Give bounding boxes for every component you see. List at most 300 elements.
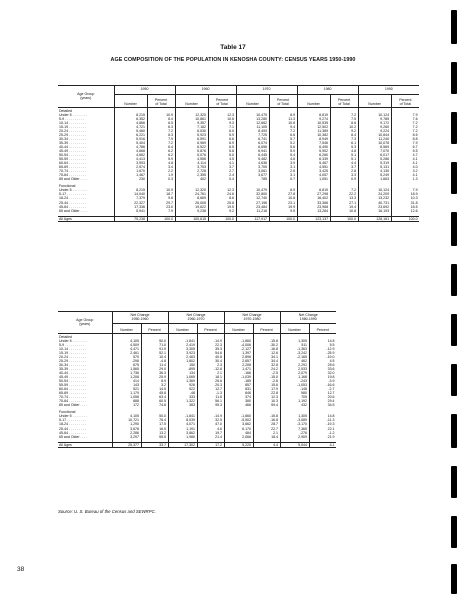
age-group-label: 45-49 . . . . . . . . . [58,149,114,153]
age-group-label: 65 and Older . . . . [58,209,114,213]
data-cell: -14.9 [197,414,224,418]
data-cell: 35.3 [197,347,224,351]
data-cell: 10.9 [147,188,175,192]
data-cell: 32.5 [197,418,224,422]
data-cell: 2.1 [253,431,280,435]
data-cell: -30.2 [253,343,280,347]
data-cell: 6,074 [236,141,269,145]
data-cell: 5,319 [358,161,391,165]
data-cell: 6,170 [224,427,253,431]
data-cell: 8.3 [147,133,175,137]
data-cell: -1,039 [224,375,253,379]
age-group-label: 60-64 . . . . . . . . . [58,161,114,165]
data-cell: 76.4 [141,418,168,422]
age-group-label: 5-17 . . . . . . . . . . [58,192,114,196]
data-cell: 25.6 [327,362,335,367]
number-subheader: Number [114,95,147,108]
data-cell: 9.4 [269,125,297,129]
total-label: All Ages [58,442,112,447]
data-cell: 374 [224,395,253,399]
data-cell: 5.9 [269,149,297,153]
total-cell: 100.0 [208,216,236,221]
year-header-1970: 1970 [236,86,297,95]
data-cell: 2.7 [208,169,236,173]
data-cell: 6,260 [297,153,330,157]
age-group-label: 50-54 . . . . . . . . . [58,153,114,157]
data-cell: 7.2 [330,188,358,192]
number-subheader: Number [168,324,197,334]
data-cell: 333 [168,395,197,399]
data-cell: 18.1 [197,375,224,379]
table-title: AGE COMPOSITION OF THE POPULATION IN KENOSHA COUNTY: CENSUS YEARS 1950-1990 [110,57,356,63]
age-group-label: 15-19 . . . . . . . . . [58,351,112,355]
data-cell: 3.2 [412,169,418,174]
data-cell: 846 [224,391,253,395]
period-header-1970-1980 [224,312,280,324]
data-cell: 6.9 [208,141,236,145]
percent-subheader: Percent of Total [269,95,297,108]
percent-subheader: Percent of Total [208,95,236,108]
data-cell: 5,249 [358,173,391,177]
data-cell: 54.6 [197,351,224,355]
total-cell: 100.0 [269,216,297,221]
data-cell: 7.9 [412,188,418,193]
data-cell: 6.6 [208,137,236,141]
data-cell: 12.7 [197,387,224,391]
total-cell: 117,917 [236,216,269,221]
data-cell: 24.6 [208,192,236,196]
data-cell: 675 [112,363,141,367]
data-cell: 19,622 [175,205,208,209]
age-group-label: 18-24 . . . . . . . . . [58,196,114,200]
data-cell: 28.7 [253,422,280,426]
thumb-tab-11 [451,516,457,548]
data-cell: 3,425 [297,169,330,173]
data-cell: 17,336 [114,205,147,209]
age-group-label: 75-84 . . . . . . . . . [58,399,112,403]
data-cell: 4,130 [358,169,391,173]
data-cell: 2.3 [197,363,224,367]
data-cell: 2,079 [280,371,309,375]
age-group-label: 5-9 . . . . . . . . . . [58,117,114,121]
data-cell: -48 [168,391,197,395]
data-cell: 10,479 [236,113,269,117]
data-cell: 8,819 [297,188,330,192]
data-cell: 6,591 [175,137,208,141]
data-cell: 12.3 [253,395,280,399]
page-number: 38 [17,566,25,573]
data-cell: 22,327 [114,201,147,205]
number-subheader: Number [297,95,330,108]
data-cell: -1,841 [168,414,197,418]
data-cell: 10,124 [358,113,391,117]
data-cell: 4,551 [297,165,330,169]
age-group-label: 25-44 . . . . . . . . . [58,427,112,431]
data-cell: 20.3 [197,383,224,387]
data-cell: 383 [168,403,197,407]
data-cell: 22.8 [253,391,280,395]
data-cell: -5,502 [224,418,253,422]
data-cell: 7,182 [175,125,208,129]
source-note: Source: U. S. Bureau of the Census and SEWRPC. [58,509,156,514]
year-header-1950: 1950 [114,86,175,95]
data-cell: 6,656 [236,145,269,149]
data-cell: 95.3 [197,403,224,407]
data-cell: 10,382 [297,133,330,137]
data-cell: 926 [168,383,197,387]
data-cell: 22.1 [327,426,335,431]
data-cell: 10.3 [410,196,418,201]
data-cell: 1,168 [280,375,309,379]
data-cell: 1,565 [112,367,141,371]
age-group-label: 30-34 . . . . . . . . . [58,137,114,141]
age-group-label: 70-74 . . . . . . . . . [58,169,114,173]
data-cell: 7.9 [412,140,418,145]
data-cell: 3,678 [112,427,141,431]
data-cell: 19.9 [269,205,297,209]
data-cell: 5,923 [175,133,208,137]
data-cell: 74.8 [141,403,168,407]
percent-subheader: Percent [141,324,168,334]
data-cell: 6.4 [147,145,175,149]
total-cell: 17.2 [197,442,224,447]
data-cell: 5,076 [175,153,208,157]
data-cell: 91.9 [141,347,168,351]
data-cell: 3.1 [269,173,297,177]
data-cell: 31.8 [410,200,418,205]
data-cell: 10.9 [147,113,175,117]
number-subheader: Number [112,324,141,334]
data-cell: 23,692 [358,205,391,209]
data-cell: -3,242 [280,351,309,355]
data-cell: 4,668 [114,149,147,153]
age-group-label: 65-69 . . . . . . . . . [58,391,112,395]
data-cell: 1,058 [112,395,141,399]
data-cell: 6,941 [236,149,269,153]
age-group-label: 85 and Older . . . . [58,177,114,181]
data-cell: 56.1 [197,399,224,403]
data-cell: 12,320 [175,113,208,117]
data-cell: 21.9 [327,434,335,439]
data-cell: 3.2 [141,383,168,387]
age-group-header-text: Age Group (years) [77,91,95,100]
data-cell: -15.8 [253,339,280,343]
data-cell: 5.7 [269,137,297,141]
data-cell: 8.6 [330,121,358,125]
data-cell: 6.1 [330,141,358,145]
age-group-label: 18-24 . . . . . . . . . [58,422,112,426]
data-cell: 7.2 [147,129,175,133]
data-cell: -1,363 [280,347,309,351]
data-cell: -16.8 [253,347,280,351]
data-cell: 2,657 [224,359,253,363]
data-cell: 3.4 [147,165,175,169]
data-cell: 6.5 [147,121,175,125]
data-cell: -276 [280,431,309,435]
data-cell: -166 [224,371,253,375]
data-cell: 857 [224,383,253,387]
percent-subheader: Percent [309,324,336,334]
data-cell: 2,909 [280,435,309,439]
data-cell: 1,663 [358,177,391,181]
data-cell: 25.9 [141,375,168,379]
data-cell: 5,286 [358,157,391,161]
data-cell: 5.3 [330,145,358,149]
data-cell: 7.3 [330,137,358,141]
data-cell: 1,802 [168,359,197,363]
number-subheader: Number [358,95,391,108]
data-cell: 14.5 [141,387,168,391]
data-cell: 4.1 [412,161,418,166]
data-cell: 511 [280,343,309,347]
data-cell: 1,471 [224,367,253,371]
period-header-text: Net Change 1980-1990 [298,312,318,321]
data-cell: 24,209 [358,192,391,196]
data-cell: 10,078 [358,141,391,145]
data-cell: 24,761 [175,192,208,196]
data-cell: 8,215 [114,113,147,117]
data-cell: 32,800 [236,192,269,196]
data-cell: 1.3 [412,177,418,182]
data-cell: 4,866 [114,121,147,125]
data-cell: 785 [236,177,269,181]
data-cell: 10,844 [358,133,391,137]
data-cell: 0.4 [208,177,236,181]
data-cell: 1,208 [112,375,141,379]
total-cell: 25,377 [112,442,141,447]
data-cell: 4.5 [329,358,335,363]
data-cell: 12,740 [236,196,269,200]
data-cell: 30.4 [197,359,224,363]
data-cell: 2.2 [147,169,175,173]
total-cell: 75,238 [114,216,147,221]
data-cell: 5,482 [236,157,269,161]
thumb-tab-9 [451,414,457,448]
data-cell: -243 [280,379,309,383]
age-group-label: 50-54 . . . . . . . . . [58,379,112,383]
age-group-header-text: Age Group (years) [76,317,94,326]
section-title: Functional [58,410,112,414]
data-cell: 2.4 [208,173,236,177]
data-cell: 2.6 [269,169,297,173]
age-group-label: 75-84 . . . . . . . . . [58,173,114,177]
data-cell: -19.0 [326,354,335,359]
age-group-label: 85 and Older . . . . [58,403,112,407]
data-cell: 26,005 [175,201,208,205]
data-cell: 6.7 [412,144,418,149]
data-cell: 2,355 [175,173,208,177]
age-group-label: 5-17 . . . . . . . . . . [58,418,112,422]
data-cell: 9,357 [175,121,208,125]
data-cell: 1,191 [168,427,197,431]
data-cell: -16.6 [326,383,335,388]
data-cell: 4,721 [114,125,147,129]
data-cell: 5.9 [147,157,175,161]
data-cell: 24.2 [253,367,280,371]
data-cell: 12,320 [175,188,208,192]
data-cell: -16.8 [253,418,280,422]
data-cell: 4,471 [112,347,141,351]
data-cell: 26.6 [197,379,224,383]
data-cell: 8,039 [168,418,197,422]
age-group-label: Under 5 . . . . . . . . [58,414,112,418]
data-cell: 7.9 [412,112,418,117]
data-cell: 7.1 [208,125,236,129]
data-cell: 8.8 [412,136,418,141]
data-cell: 5,941 [114,209,147,213]
data-cell: 3,862 [168,431,197,435]
data-cell: 5.9 [208,133,236,137]
data-cell: 23.0 [147,205,175,209]
data-cell: 6,969 [175,141,208,145]
data-cell: 9,260 [358,125,391,129]
total-label: All Ages [58,216,114,221]
age-group-label: 45-64 . . . . . . . . . [58,205,114,209]
data-cell: 15.6 [253,383,280,387]
data-cell: 3,305 [168,347,197,351]
data-cell: 11.4 [141,363,168,367]
data-cell: 3.9 [269,161,297,165]
age-group-label: 45-49 . . . . . . . . . [58,375,112,379]
data-cell: -2.5 [253,371,280,375]
data-cell: 7.2 [269,129,297,133]
data-cell: -2,165 [280,355,309,359]
data-cell: 5.5 [329,342,335,347]
data-cell: 12,662 [236,121,269,125]
thumb-tab-5 [451,212,457,246]
data-cell: 6,522 [175,145,208,149]
data-cell: 1,736 [112,371,141,375]
data-cell: 10.8 [269,196,297,200]
data-cell: 27,196 [236,201,269,205]
data-cell: -148 [280,387,309,391]
data-cell: 18.4 [253,435,280,439]
thumb-tab-4 [451,162,457,194]
thumb-tab-1 [451,10,457,44]
age-group-label: 55-59 . . . . . . . . . [58,157,114,161]
total-cell: 5,220 [224,442,253,447]
data-cell: -4.8 [141,359,168,363]
age-group-label: Under 5 . . . . . . . . [58,113,114,117]
data-cell: 143 [112,383,141,387]
data-cell: 0.9 [330,177,358,181]
data-cell: 13,284 [297,209,330,213]
data-cell: 4.4 [330,161,358,165]
data-cell: 5,131 [358,165,391,169]
data-cell: 0.3 [147,177,175,181]
data-cell: 10.8 [330,209,358,213]
data-cell: 21.4 [197,435,224,439]
age-group-label: Under 5 . . . . . . . . [58,188,114,192]
data-cell: 6.2 [147,153,175,157]
data-cell: 6,221 [114,133,147,137]
data-cell: 36.3 [141,371,168,375]
data-cell: -298 [112,359,141,363]
data-cell: 11.8 [197,395,224,399]
data-cell: 3,297 [112,435,141,439]
section-title: Functional [58,184,114,188]
table-number: Table 17 [220,44,246,51]
data-cell: 7,725 [236,133,269,137]
data-cell: 23,484 [236,205,269,209]
data-cell: 3,753 [175,165,208,169]
data-cell: -1,660 [224,414,253,418]
data-cell: 34.4 [253,359,280,363]
section-title: Detailed [58,334,112,339]
year-header-1960: 1960 [175,86,236,95]
data-cell: 8,493 [236,129,269,133]
data-cell: 8,569 [358,145,391,149]
data-cell: 4,071 [168,422,197,426]
year-header-1980: 1980 [297,86,358,95]
data-cell: 1,467 [114,173,147,177]
data-cell: -14.9 [197,339,224,343]
data-cell: 4.6 [197,427,224,431]
data-cell: 5,876 [175,149,208,153]
data-cell: 23,968 [297,205,330,209]
data-cell: 7,379 [114,196,147,200]
data-cell: 2.8 [330,169,358,173]
data-cell: 522 [168,387,197,391]
data-cell: 10,479 [236,188,269,192]
data-cell: 7,070 [358,149,391,153]
data-cell: 8.5 [412,132,418,137]
data-cell: 2,896 [224,355,253,359]
thumb-tab-6 [451,264,457,296]
data-cell: 14.8 [327,414,335,419]
total-row [58,216,419,221]
data-cell: 2,419 [168,343,197,347]
net-change-table [58,311,336,448]
data-cell: 19.4 [330,205,358,209]
age-group-header [58,86,114,108]
data-cell: 27.8 [269,192,297,196]
total-cell: 100.0 [147,216,175,221]
data-cell: 6,445 [236,153,269,157]
data-cell: 3.1 [269,165,297,169]
total-cell: 100,615 [175,216,208,221]
data-cell: 25.8 [208,201,236,205]
data-cell: -12.8 [197,367,224,371]
data-cell: -1,841 [168,339,197,343]
data-cell: 10.3 [253,399,280,403]
data-cell: 13,280 [236,117,269,121]
data-cell: 12.3 [208,188,236,192]
data-cell: 11,105 [236,125,269,129]
data-cell: 13,232 [358,196,391,200]
number-subheader: Number [175,95,208,108]
data-cell: 6.2 [147,149,175,153]
data-cell: 4.7 [412,153,418,158]
age-group-label: 60-64 . . . . . . . . . [58,387,112,391]
data-cell: 9,224 [358,129,391,133]
data-cell: 11,389 [297,129,330,133]
percent-subheader: Percent of Total [330,95,358,108]
thumb-tab-12 [451,564,457,594]
age-group-label: 70-74 . . . . . . . . . [58,395,112,399]
data-cell: -3,170 [280,422,309,426]
age-group-label: 45-64 . . . . . . . . . [58,431,112,435]
data-cell: 8.9 [141,379,168,383]
data-cell: 9,785 [358,117,391,121]
data-cell: 7.9 [147,137,175,141]
data-cell: 7.2 [412,120,418,125]
data-cell: 9.2 [330,129,358,133]
data-cell: 402 [175,177,208,181]
data-cell: 5.6 [269,145,297,149]
data-cell: 16.5 [141,427,168,431]
data-cell: -3,089 [280,418,309,422]
